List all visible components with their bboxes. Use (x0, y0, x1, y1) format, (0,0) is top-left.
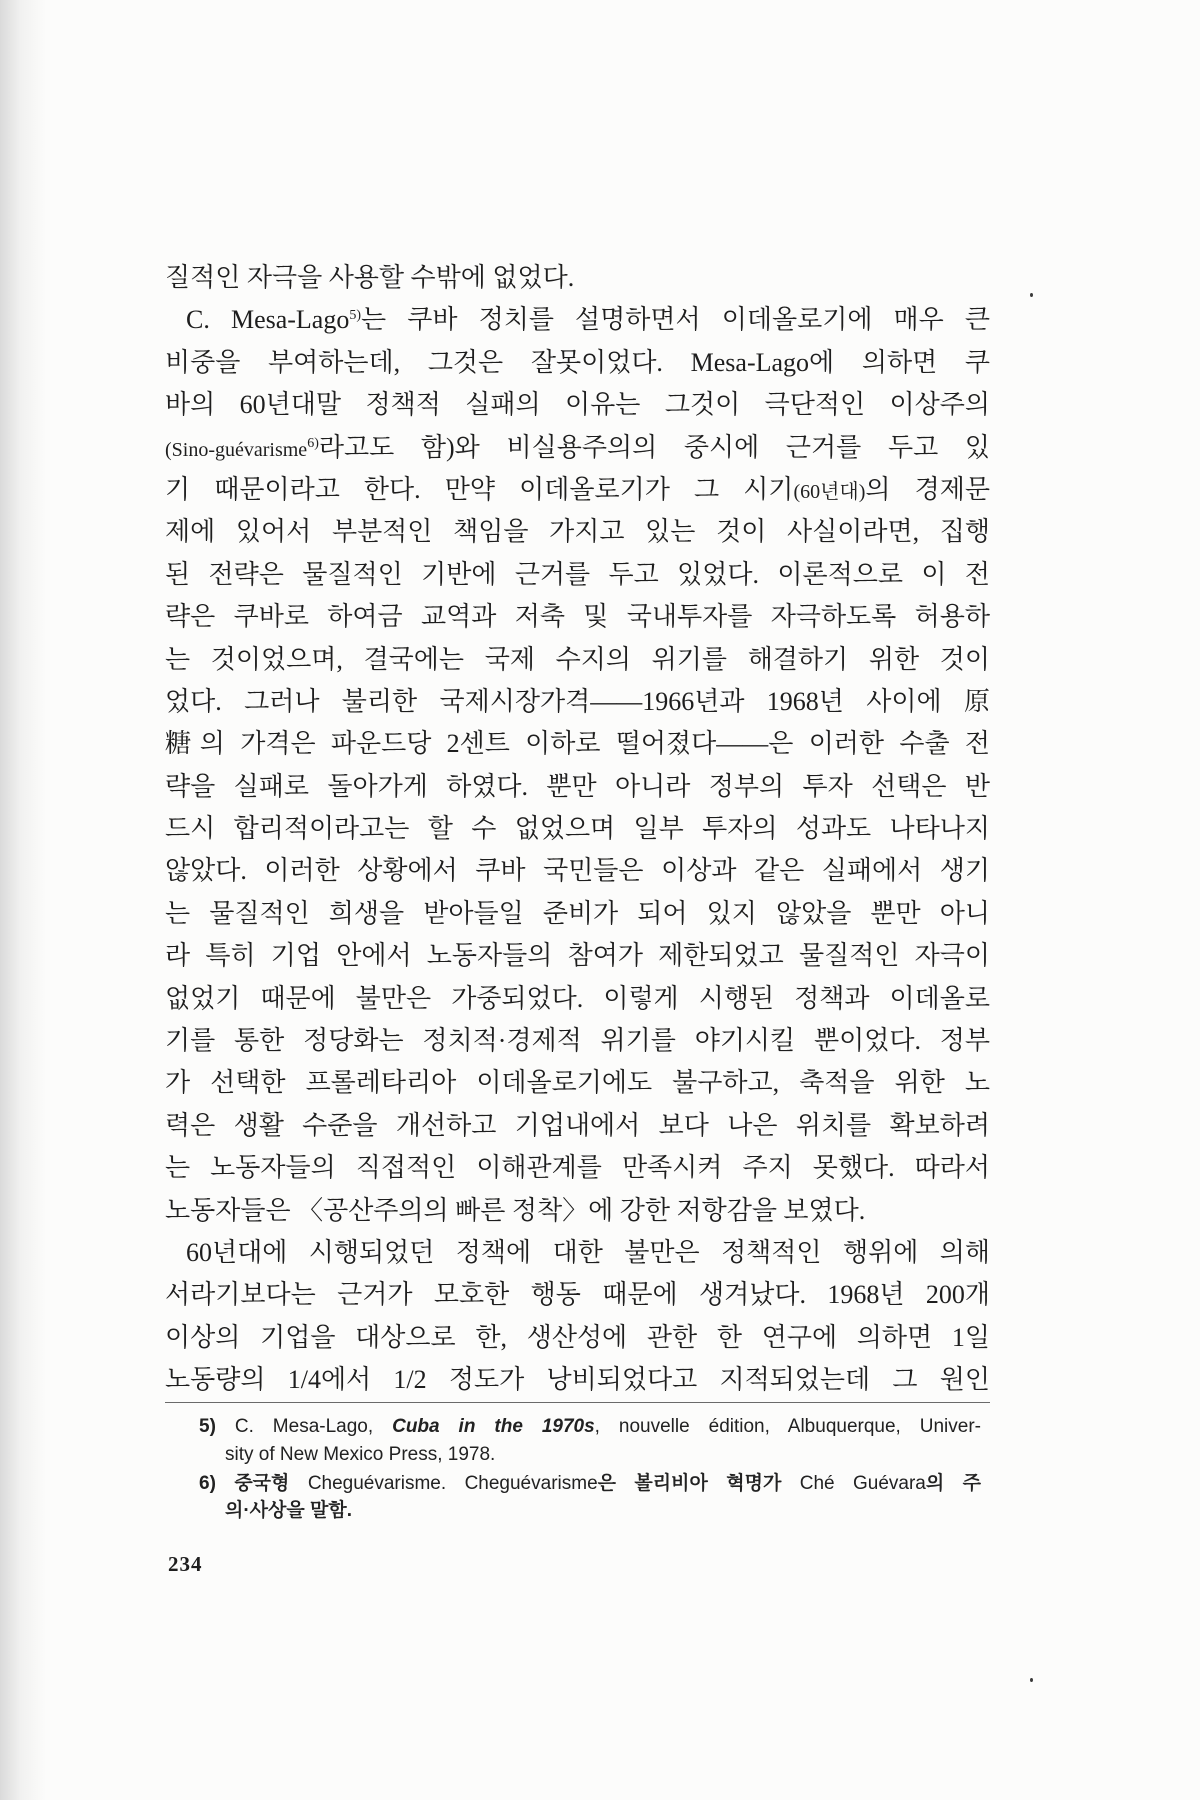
footnote-marker: 5) (199, 1416, 216, 1437)
footnote-ref: 5) (349, 308, 362, 324)
body-line: 가 선택한 프롤레타리아 이데올로기에도 불구하고, 축적을 위한 노 (165, 1068, 990, 1098)
body-line: 노동량의 1/4에서 1/2 정도가 낭비되었다고 지적되었는데 그 원인 (165, 1365, 990, 1395)
scan-speck (1030, 293, 1033, 297)
footnote-rule (165, 1402, 990, 1403)
footnote-text-segment: 의 주 (925, 1472, 982, 1494)
body-line: 제에 있어서 부분적인 책임을 가지고 있는 것이 사실이라면, 집행 (165, 517, 990, 547)
body-line: 질적인 자극을 사용할 수밖에 없었다. (165, 263, 575, 292)
footnotes (199, 1413, 981, 1525)
footnote-line (199, 1413, 981, 1441)
body-line (165, 427, 990, 469)
footnote-text-segment: 중국형 (234, 1472, 290, 1494)
scan-speck (1030, 1678, 1033, 1682)
footnote-details: , nouvelle édition, Albuquerque, Univer- (594, 1416, 982, 1437)
footnote-line: sity of New Mexico Press, 1978. (225, 1443, 496, 1465)
body-line: 바의 60년대말 정책적 실패의 이유는 그것이 극단적인 이상주의 (165, 390, 990, 420)
body-line: 없었기 때문에 불만은 가중되었다. 이렇게 시행된 정책과 이데올로 (165, 983, 990, 1013)
footnote-marker: 6) (199, 1472, 216, 1494)
body-line: 서라기보다는 근거가 모호한 행동 때문에 생겨났다. 1968년 200개 (165, 1280, 990, 1310)
footnote-ref: 6) (307, 435, 319, 451)
body-line: 략을 실패로 돌아가게 하였다. 뿐만 아니라 정부의 투자 선택은 반 (165, 771, 990, 801)
body-line: 는 노동자들의 직접적인 이해관계를 만족시켜 주지 못했다. 따라서 (165, 1153, 990, 1183)
body-line: 는 물질적인 희생을 받아들일 준비가 되어 있지 않았을 뿐만 아니 (165, 898, 990, 928)
body-line: 력은 생활 수준을 개선하고 기업내에서 보다 나은 위치를 확보하려 (165, 1110, 990, 1140)
footnote-line: 의·사상을 말함. (225, 1500, 353, 1521)
body-text-segment: C. Mesa-Lago (186, 305, 350, 335)
footnote-author: C. Mesa-Lago, (234, 1416, 374, 1437)
body-line: 었다. 그러나 불리한 국제시장가격——1966년과 1968년 사이에 原 (165, 686, 990, 716)
footnote-book-title: Cuba in the 1970s (392, 1416, 595, 1437)
page-edge-shadow (0, 0, 46, 1800)
body-line (165, 299, 990, 341)
body-text-segment: (Sino-guévarisme (165, 438, 308, 461)
body-line: 이상의 기업을 대상으로 한, 생산성에 관한 한 연구에 의하면 1일 (165, 1322, 990, 1352)
footnote-person: Ché Guévara (799, 1472, 926, 1494)
body-text-segment: 기 때문이라고 한다. 만약 이데올로기가 그 시기 (165, 474, 794, 504)
body-line: 60년대에 시행되었던 정책에 대한 불만은 정책적인 행위에 의해 (186, 1237, 990, 1267)
body-line: 략은 쿠바로 하여금 교역과 저축 및 국내투자를 자극하도록 허용하 (165, 602, 990, 632)
body-line: 노동자들은 〈공산주의의 빠른 정착〉에 강한 저항감을 보였다. (165, 1195, 866, 1225)
body-line: 않았다. 이러한 상황에서 쿠바 국민들은 이상과 같은 실패에서 생기 (165, 856, 990, 886)
body-text-segment: 는 쿠바 정치를 설명하면서 이데올로기에 매우 큰 (361, 305, 990, 335)
footnote-text-segment: 은 볼리비아 혁명가 (597, 1472, 782, 1494)
page-number: 234 (168, 1552, 203, 1576)
body-text (165, 257, 990, 1402)
body-line: 는 것이었으며, 결국에는 국제 수지의 위기를 해결하기 위한 것이 (165, 644, 990, 674)
footnote-5 (199, 1413, 981, 1468)
body-text-parenthetical: (60년대) (793, 480, 866, 503)
body-line: 된 전략은 물질적인 기반에 근거를 두고 있었다. 이론적으로 이 전 (165, 559, 990, 589)
body-line (165, 469, 990, 511)
body-text-segment: 라고도 함)와 비실용주의의 중시에 근거를 두고 있 (318, 432, 990, 462)
footnote-6 (199, 1470, 981, 1525)
body-line: 비중을 부여하는데, 그것은 잘못이었다. Mesa-Lago에 의하면 쿠 (165, 347, 990, 377)
body-line: 기를 통한 정당화는 정치적·경제적 위기를 야기시킬 뿐이었다. 정부 (165, 1026, 990, 1056)
footnote-term: Cheguévarisme. Cheguévarisme (307, 1472, 598, 1494)
body-line: 드시 합리적이라고는 할 수 없었으며 일부 투자의 성과도 나타나지 (165, 814, 990, 844)
footnote-line (199, 1470, 981, 1498)
body-text-segment: 의 경제문 (865, 474, 990, 504)
body-line: 라 특히 기업 안에서 노동자들의 참여가 제한되었고 물질적인 자극이 (165, 941, 990, 971)
body-line: 糖의 가격은 파운드당 2센트 이하로 떨어졌다——은 이러한 수출 전 (165, 729, 990, 759)
